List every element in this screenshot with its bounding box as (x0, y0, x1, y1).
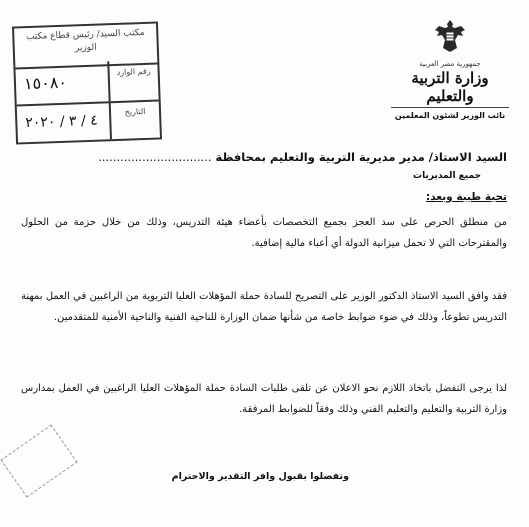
incoming-stamp (12, 21, 162, 144)
eagle-emblem-icon (433, 18, 467, 54)
ministry-name: وزارة التربية والتعليم (411, 69, 489, 105)
country-name: جمهورية مصر العربية (419, 60, 481, 68)
stamp-header: مكتب السيد/ رئيس قطاع مكتب الوزير (14, 24, 157, 70)
recipients-line: جميع المديريات (413, 171, 481, 181)
stamp-date-value: ٤ / ٣ / ٢٠٢٠ (25, 112, 98, 132)
addressee-line (27, 150, 507, 164)
paragraph-3: لذا يرجى التفضل باتخاذ اللازم نحو الاعلان عن تلقى طلبات السادة حملة المؤهلات العليا الراغبين في العمل بمدارس وزارة التربية والتعليم والتعليم الفني وذلك وفقاً للضوابط المرفقة. (21, 383, 507, 415)
letterhead (391, 18, 509, 121)
paragraph-1: من منطلق الحرص على سد العجز بجميع التخصصات بأعضاء هيئة التدريس، وذلك من خلال حزمة من الحلول والمقترحات التي لا تحمل ميزانية الدولة أي أعباء مالية إضافية. (21, 217, 507, 249)
addressee-text: السيد الاستاذ/ مدير مديرية التربية والتعليم بمحافظة (215, 150, 507, 164)
addressee-dots: ............................... (98, 150, 212, 164)
faint-side-stamp (0, 424, 77, 497)
closing-line: وتفضلوا بقبول وافر التقدير والاحترام (171, 471, 349, 482)
stamp-date-label: التاريخ (109, 100, 160, 140)
paragraph-2: فقد وافق السيد الاستاذ الدكتور الوزير على التصريح للسادة حملة المؤهلات العليا التربوية من الراغبين في العمل بمهنة التدريس تطوعاً، وذلك في ضوء ضوابط خاصة من شأنها ضمان الوزارة للناحية الفنية والناحية الأمنية للمتقدمين. (21, 291, 507, 323)
greeting: تحية طيبة وبعد: (426, 191, 507, 203)
stamp-date-row (17, 100, 160, 143)
stamp-number-label: رقم الوارد (107, 60, 158, 102)
deputy-office: نائب الوزير لشئون المعلمين (391, 107, 509, 121)
stamp-number-value: ١٥٠٨٠ (23, 72, 68, 94)
